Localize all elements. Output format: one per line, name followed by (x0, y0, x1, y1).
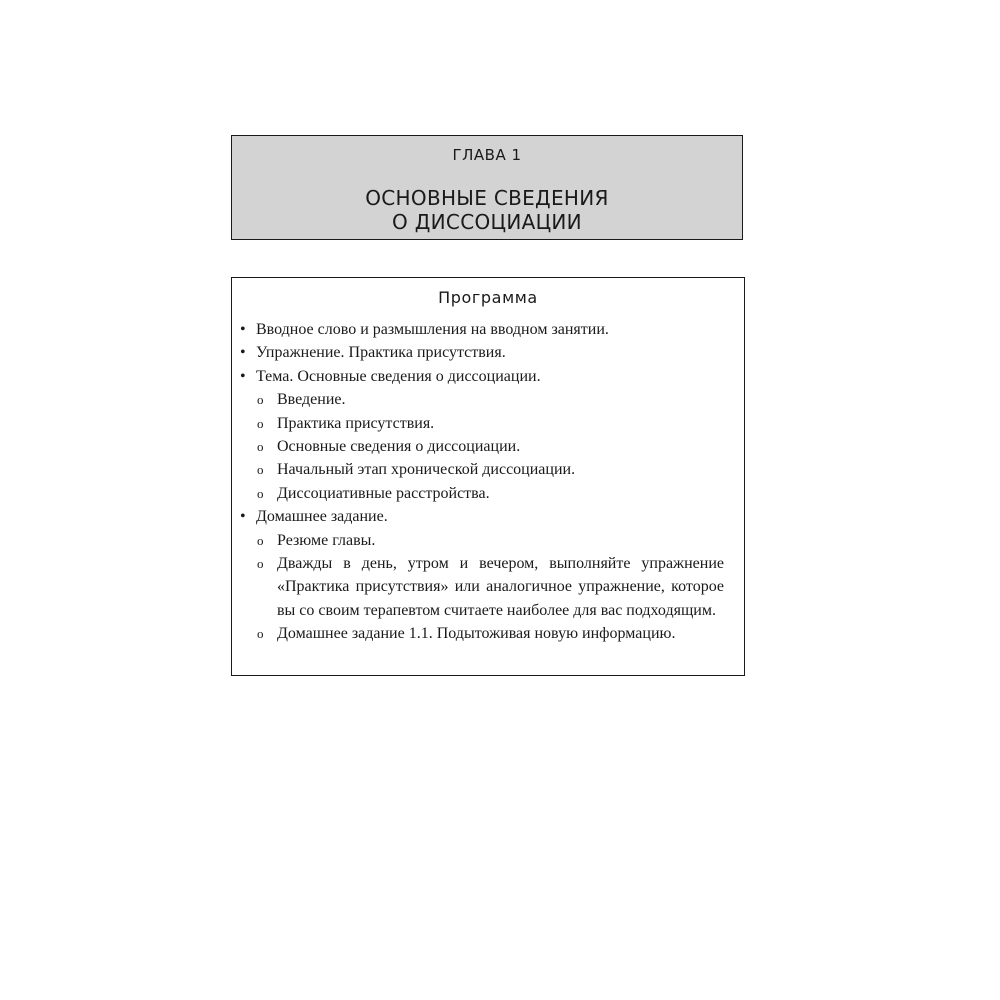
sub-list-item (240, 435, 724, 458)
chapter-title (232, 186, 742, 234)
sub-list-item-text: Начальный этап хронической диссоциации. (277, 461, 576, 479)
sub-list-item-text: Практика присутствия. (277, 414, 435, 432)
circle-bullet-icon: ο (257, 462, 264, 478)
sub-list-item-text: Дважды в день, утром и вечером, выполняйте упражнение «Практика присутствия» или аналогичное упражнение, которое вы со своим терапевтом считаете наиболее для вас подходящим. (277, 555, 724, 619)
sub-list-item-text: Домашнее задание 1.1. Подытоживая новую информацию. (277, 625, 676, 643)
circle-bullet-icon: ο (257, 485, 264, 501)
bullet-icon: • (240, 344, 246, 362)
bullet-icon: • (240, 367, 246, 385)
sub-list-item-text: Диссоциативные расстройства. (277, 484, 490, 502)
list-item-text: Домашнее задание. (256, 508, 388, 526)
list-item (240, 365, 724, 388)
list-item (240, 505, 724, 528)
list-item (240, 341, 724, 364)
circle-bullet-icon: ο (257, 392, 264, 408)
list-item-text: Вводное слово и размышления на вводном занятии. (256, 321, 609, 338)
program-list (240, 318, 724, 646)
program-heading: Программа (438, 288, 538, 307)
bullet-icon: • (240, 321, 246, 338)
program-box (231, 277, 745, 676)
circle-bullet-icon: ο (257, 415, 264, 431)
list-item-text: Упражнение. Практика присутствия. (256, 344, 506, 362)
sub-list-item-text: Основные сведения о диссоциации. (277, 438, 521, 456)
sub-list-item-text: Введение. (277, 391, 346, 409)
sub-list-item (240, 482, 724, 505)
list-item (240, 318, 724, 341)
circle-bullet-icon: ο (257, 532, 264, 548)
chapter-title-line-1: ОСНОВНЫЕ СВЕДЕНИЯ (365, 186, 609, 210)
chapter-header-box (231, 135, 743, 240)
sub-list-item (240, 388, 724, 411)
circle-bullet-icon: ο (257, 556, 264, 572)
circle-bullet-icon: ο (257, 626, 264, 642)
sub-list-item (240, 458, 724, 481)
sub-list-item (240, 552, 724, 622)
sub-list-item (240, 622, 724, 645)
chapter-label: ГЛАВА 1 (452, 146, 522, 164)
list-item-text: Тема. Основные сведения о диссоциации. (256, 367, 541, 385)
sub-list-item-text: Резюме главы. (277, 531, 376, 549)
sub-list-item (240, 412, 724, 435)
sub-list-item (240, 529, 724, 552)
chapter-title-line-2: О ДИССОЦИАЦИИ (392, 210, 582, 234)
circle-bullet-icon: ο (257, 439, 264, 455)
bullet-icon: • (240, 508, 246, 526)
